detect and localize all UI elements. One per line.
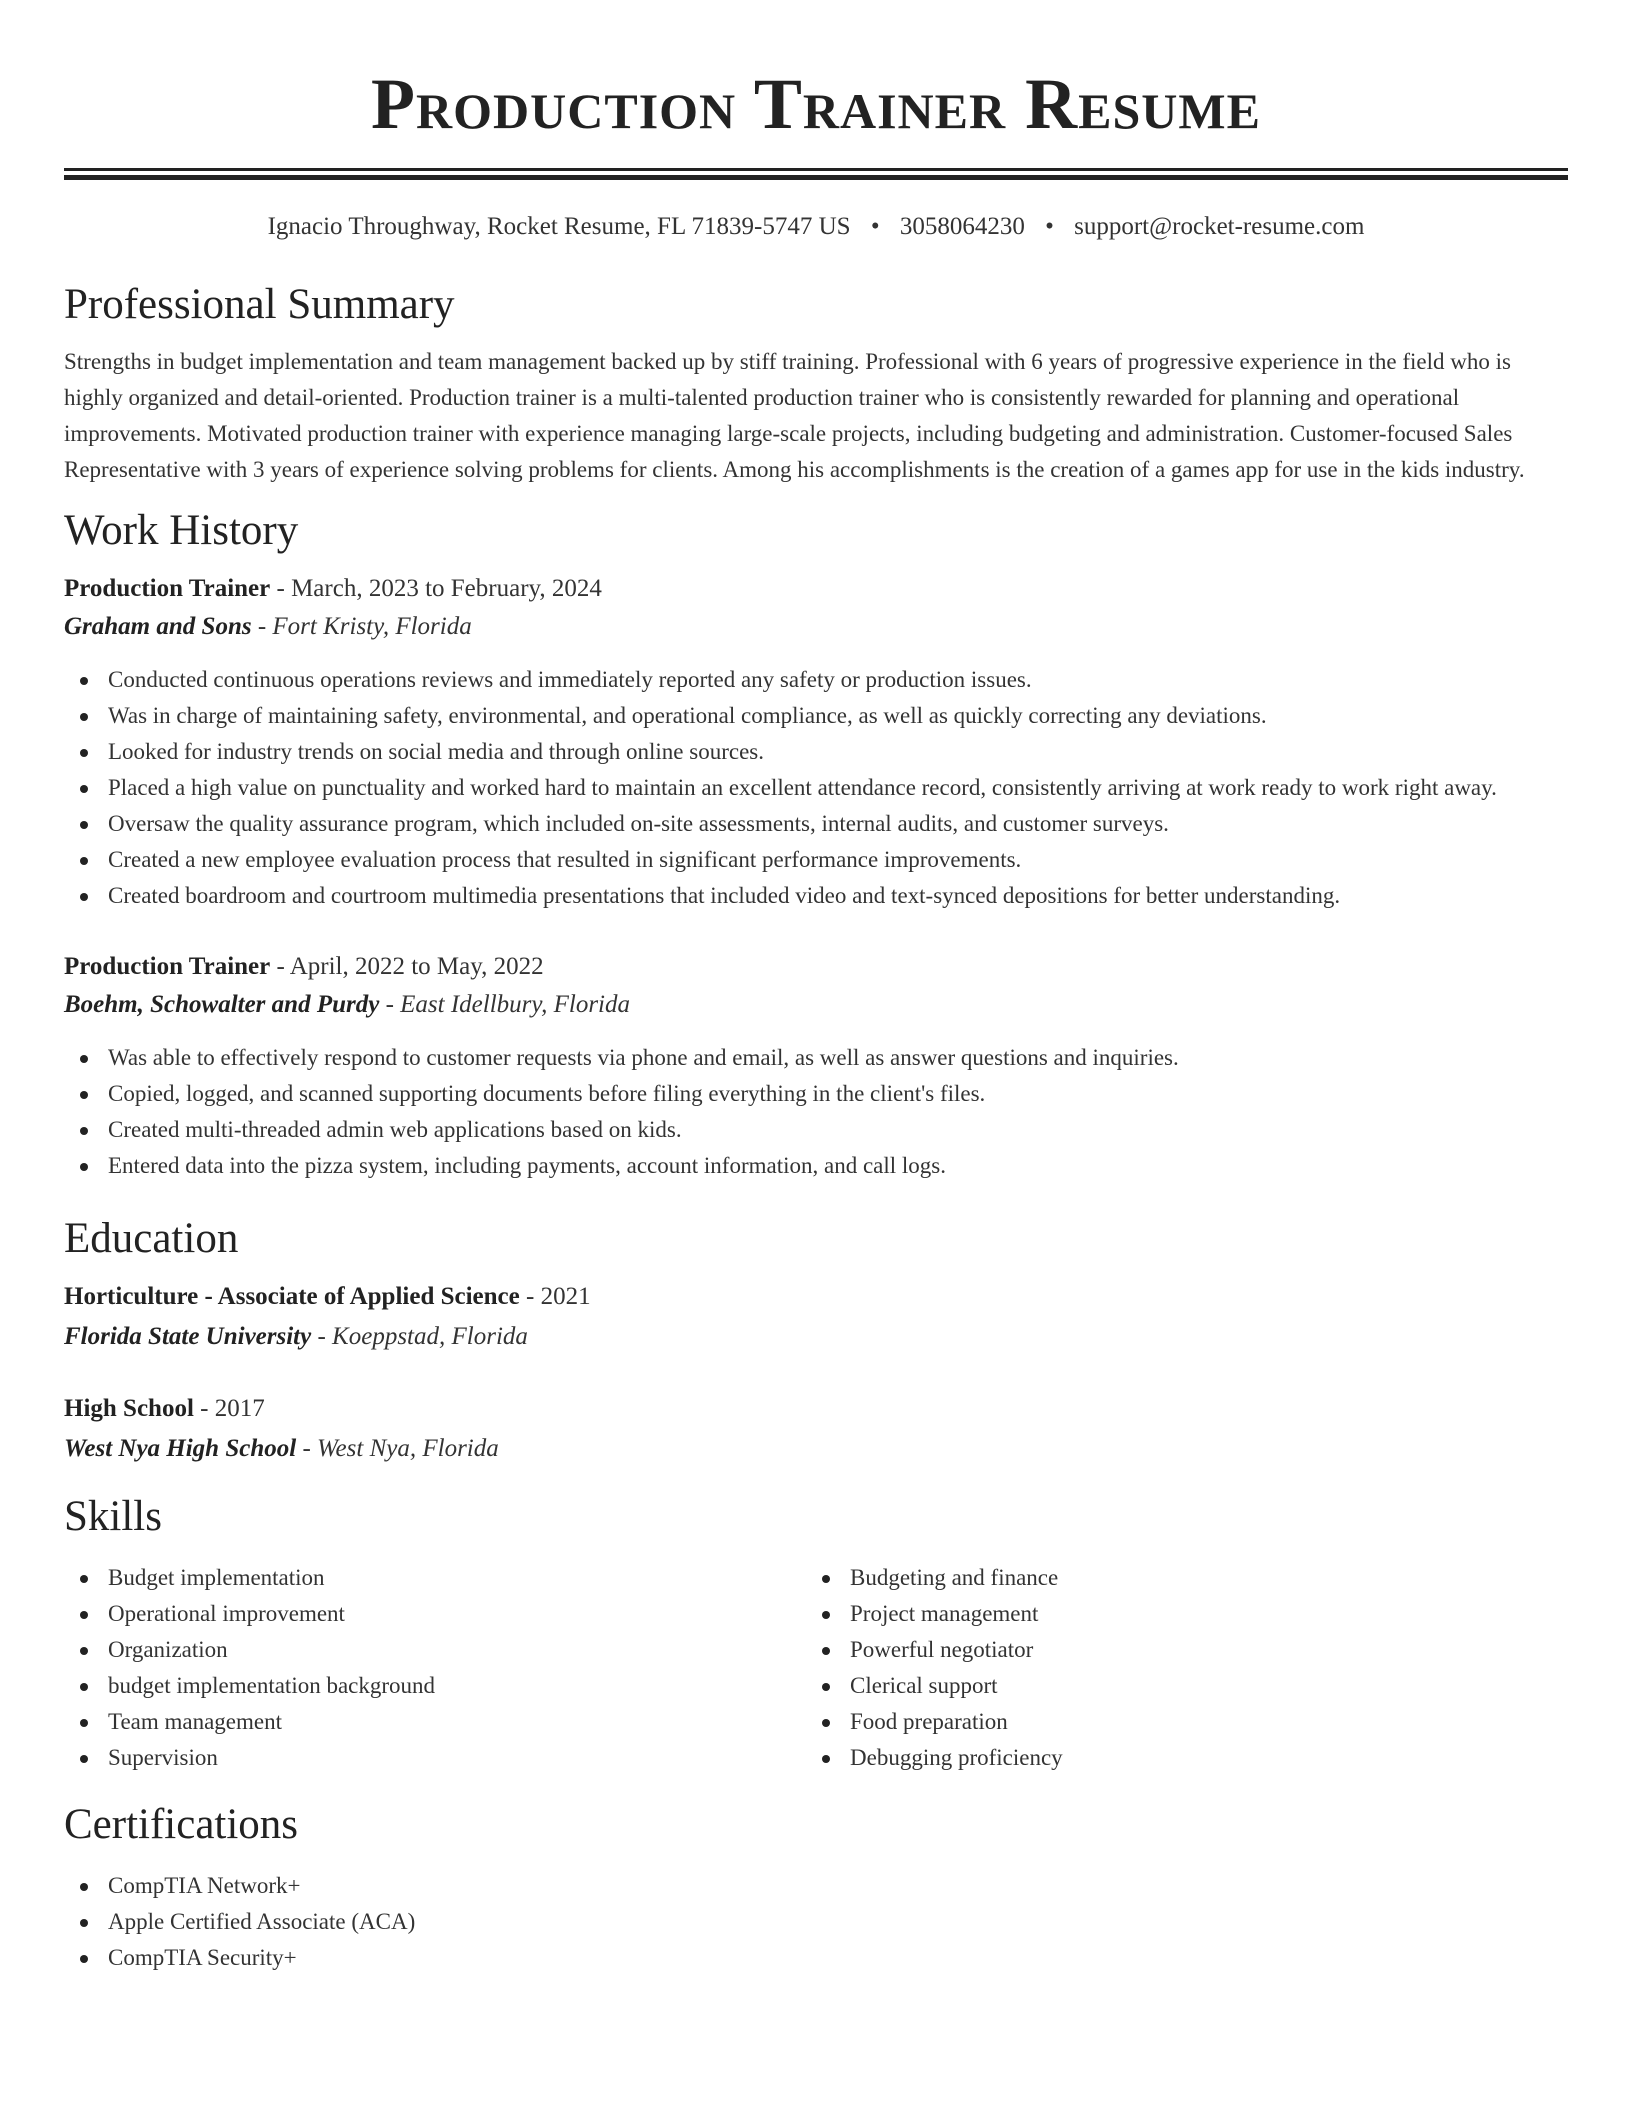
list-item: Oversaw the quality assurance program, which included on-site assessments, internal audits, and customer surveys. [64,806,1568,842]
work-history-heading: Work History [64,507,299,554]
school-line [64,1318,1568,1356]
contact-separator: • [870,213,880,240]
education-entry [64,1390,1568,1468]
certification-item: CompTIA Network+ [64,1868,1568,1904]
job-entry [64,570,1568,914]
job-company-line [64,986,1568,1024]
skills-heading: Skills [64,1493,162,1540]
job-title-line [64,570,1568,608]
job-dates: - April, 2022 to May, 2022 [270,953,544,980]
contact-address: Ignacio Throughway, Rocket Resume, FL 71839-5747 US [267,213,851,240]
job-title: Production Trainer [64,953,271,980]
skill-item: Clerical support [806,1668,1548,1704]
summary-text: Strengths in budget implementation and team management backed up by stiff training. Professional with 6 years of progressive experience in the field who is highly organized and detail-oriented. Production trainer is a multi-talented production trainer who is consistently rewarded for planning and operational improvements. Motivated production trainer with experience managing large-scale projects, including budgeting and administration. Customer-focused Sales Representative with 3 years of experience solving problems for clients. Among his accomplishments is the creation of a games app for use in the kids industry. [64,349,1525,482]
certifications-heading: Certifications [64,1801,299,1848]
degree-year: - 2021 [519,1283,591,1310]
job-entry [64,948,1568,1184]
job-location: - East Idellbury, Florida [379,991,630,1018]
degree-year: - 2017 [193,1395,265,1422]
skill-item: Team management [64,1704,806,1740]
page-title: Production Trainer Resume [371,64,1261,144]
list-item: Was able to effectively respond to customer requests via phone and email, as well as answer questions and inquiries. [64,1040,1568,1076]
skill-item: Debugging proficiency [806,1740,1548,1776]
contact-phone: 3058064230 [899,213,1025,240]
resume-page [64,0,1568,1976]
contact-line [64,210,1568,244]
list-item: Was in charge of maintaining safety, environmental, and operational compliance, as well as quickly correcting any deviations. [64,698,1568,734]
list-item: Entered data into the pizza system, including payments, account information, and call logs. [64,1148,1568,1184]
skill-item: Budget implementation [64,1560,806,1596]
education-heading: Education [64,1215,239,1262]
job-location: - Fort Kristy, Florida [251,613,472,640]
school-name: Florida State University [64,1323,312,1350]
school-name: West Nya High School [64,1435,297,1462]
skills-column-left [64,1560,806,1776]
job-bullets [64,662,1568,914]
job-title-line [64,948,1568,986]
list-item: Created a new employee evaluation process that resulted in significant performance improvements. [64,842,1568,878]
degree-line [64,1390,1568,1428]
list-item: Created boardroom and courtroom multimedia presentations that included video and text-synced depositions for better understanding. [64,878,1568,914]
certification-item: Apple Certified Associate (ACA) [64,1904,1568,1940]
degree-line [64,1278,1568,1316]
contact-email: support@rocket-resume.com [1074,213,1365,240]
certifications-list [64,1868,1568,1976]
skills-column-right [806,1560,1548,1776]
skill-item: Food preparation [806,1704,1548,1740]
school-location: - West Nya, Florida [296,1435,499,1462]
skill-item: Organization [64,1632,806,1668]
skill-item: Supervision [64,1740,806,1776]
degree: High School [64,1395,194,1422]
skill-item: Powerful negotiator [806,1632,1548,1668]
list-item: Copied, logged, and scanned supporting documents before filing everything in the client's files. [64,1076,1568,1112]
list-item: Looked for industry trends on social media and through online sources. [64,734,1568,770]
job-bullets [64,1040,1568,1184]
job-title: Production Trainer [64,575,271,602]
skill-item: Operational improvement [64,1596,806,1632]
contact-separator: • [1045,213,1054,240]
school-location: - Koeppstad, Florida [311,1323,528,1350]
title-divider [64,168,1568,180]
list-item: Created multi-threaded admin web applications based on kids. [64,1112,1568,1148]
job-company-line [64,608,1568,646]
school-line [64,1430,1568,1468]
skill-item: budget implementation background [64,1668,806,1704]
skill-item: Project management [806,1596,1548,1632]
list-item: Placed a high value on punctuality and worked hard to maintain an excellent attendance record, consistently arriving at work ready to work right away. [64,770,1568,806]
degree: Horticulture - Associate of Applied Science [64,1283,520,1310]
skills-grid [64,1560,1568,1776]
skill-item: Budgeting and finance [806,1560,1548,1596]
education-entry [64,1278,1568,1356]
list-item: Conducted continuous operations reviews and immediately reported any safety or production issues. [64,662,1568,698]
job-company: Graham and Sons [64,613,252,640]
job-dates: - March, 2023 to February, 2024 [270,575,602,602]
certification-item: CompTIA Security+ [64,1940,1568,1976]
job-company: Boehm, Schowalter and Purdy [64,991,380,1018]
summary-heading: Professional Summary [64,281,455,328]
